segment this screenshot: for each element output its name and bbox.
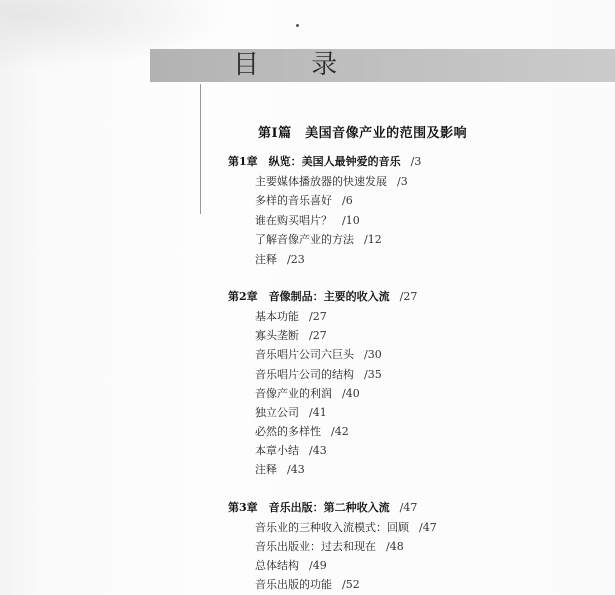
toc-entry [228,326,608,345]
entry-title: 音乐唱片公司的结构 [255,367,354,381]
toc-entry [228,365,608,384]
entry-title: 总体结构 [255,559,299,573]
divider-line [200,84,201,214]
table-of-contents [228,152,608,594]
toc-entry [228,172,608,191]
page-number: /27 [309,309,327,323]
entry-title: 必然的多样性 [255,425,321,439]
page-number: /12 [364,233,382,247]
entry-title: 音乐出版的功能 [255,578,332,592]
entry-title: 音乐出版业：过去和现在 [255,539,376,553]
page-number: /23 [287,252,305,266]
page-number: /43 [287,463,305,477]
chapter-title: 第1章 纵览：美国人最钟爱的音乐 [228,155,401,168]
toc-entry [228,575,608,594]
page-number: /43 [309,444,327,458]
page-number: /3 [410,155,422,168]
toc-entry [228,518,608,537]
entry-title: 独立公司 [255,405,299,419]
scan-speck [296,24,299,27]
chapter-1 [228,152,608,269]
toc-entry [228,191,608,210]
page-number: /49 [309,559,327,573]
toc-entry [228,422,608,441]
page-number: /47 [419,520,437,534]
chapter-heading [228,287,608,307]
entry-title: 音乐业的三种收入流模式：回顾 [255,520,409,534]
entry-title: 本章小结 [255,444,299,458]
page-number: /47 [399,500,418,514]
entry-title: 音像产业的利润 [255,386,332,400]
page-number: /48 [386,539,404,553]
chapter-heading [228,498,608,518]
entry-title: 主要媒体播放器的快速发展 [255,175,387,188]
toc-entry [228,230,608,249]
toc-entry [228,250,608,269]
entry-title: 多样的音乐喜好 [255,194,332,208]
page-number: /41 [309,405,327,419]
toc-entry [228,441,608,460]
entry-title: 基本功能 [255,309,299,323]
page-number: /6 [342,194,353,208]
page-number: /30 [364,348,382,362]
toc-entry [228,460,608,479]
toc-entry [228,403,608,422]
chapter-heading [228,152,608,172]
page-number: /40 [342,386,360,400]
toc-entry [228,345,608,364]
toc-entry [228,211,608,230]
page-number: /35 [364,367,382,381]
entry-title: 谁在购买唱片？ [255,213,332,227]
chapter-spacer [228,269,608,287]
entry-title: 了解音像产业的方法 [255,233,354,247]
page-number: /27 [399,289,418,303]
part-title: 第I篇 美国音像产业的范围及影响 [258,126,468,141]
entry-title: 注释 [255,252,277,266]
chapter-spacer [228,480,608,498]
page-number: /42 [331,425,349,439]
chapter-3 [228,498,608,595]
chapter-title: 第2章 音像制品：主要的收入流 [228,289,390,303]
chapter-2 [228,287,608,480]
toc-entry [228,537,608,556]
page-title: 目 录 [233,50,360,80]
entry-title: 注释 [255,463,277,477]
page-number: /52 [342,578,360,592]
page-number: /10 [342,213,360,227]
chapter-title: 第3章 音乐出版：第二种收入流 [228,500,390,514]
title-band [150,49,615,82]
toc-entry [228,307,608,326]
page-number: /27 [309,329,327,343]
page-number: /3 [397,175,408,188]
toc-entry [228,384,608,403]
entry-title: 音乐唱片公司六巨头 [255,348,354,362]
entry-title: 寡头垄断 [255,329,299,343]
toc-entry [228,556,608,575]
